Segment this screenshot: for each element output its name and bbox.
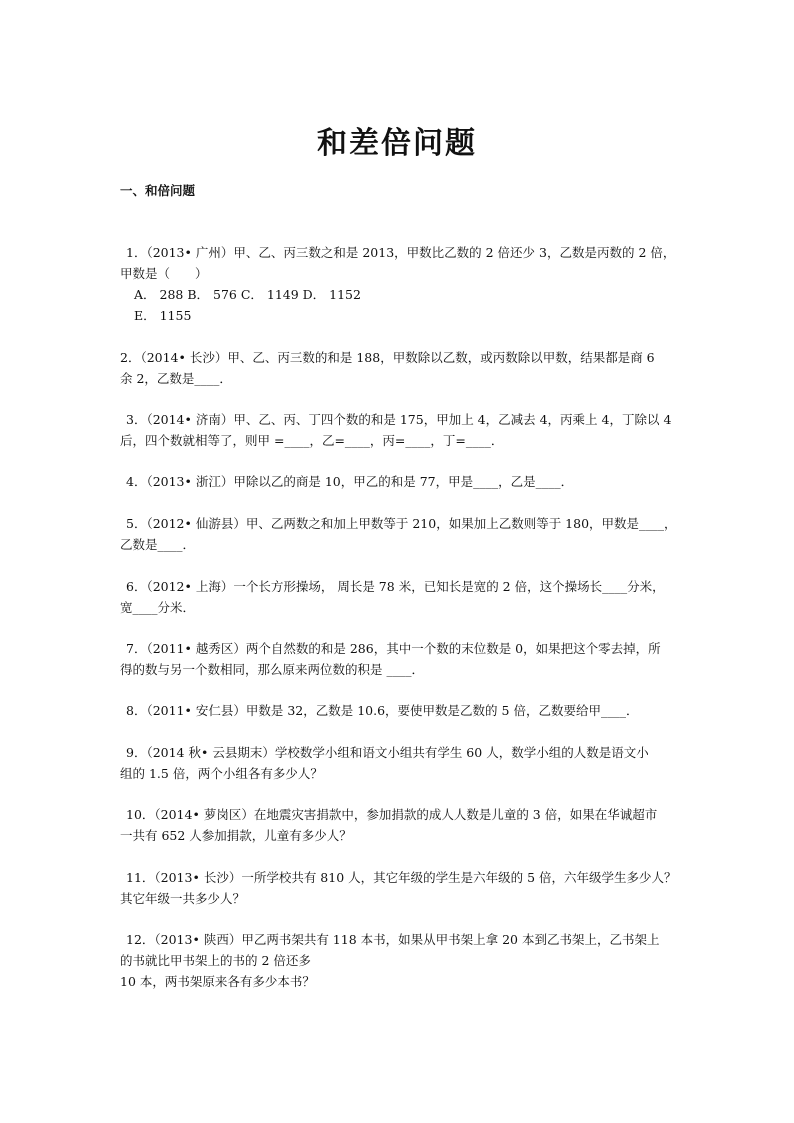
problem-line: 余 2，乙数是____．	[120, 371, 232, 386]
problem-line: 一共有 652 人参加捐款，儿童有多少人？	[120, 828, 352, 843]
answer-options: E． 1155	[134, 308, 192, 323]
problem-line: 4．（2013• 浙江）甲除以乙的商是 10，甲乙的和是 77，甲是____，乙是____．	[126, 474, 574, 489]
problem-line: 7．（2011• 越秀区）两个自然数的和是 286，其中一个数的末位数是 0，如果把这个零去掉，所	[126, 641, 661, 656]
page-title: 和差倍问题	[317, 126, 477, 161]
section-heading: 一、和倍问题	[120, 183, 196, 198]
problem-line: 10 本，两书架原来各有多少本书？	[120, 974, 315, 989]
problem-line: 5．（2012• 仙游县）甲、乙两数之和加上甲数等于 210，如果加上乙数则等于 180，甲数是____，	[126, 516, 677, 531]
answer-options: A． 288 B． 576 C． 1149 D． 1152	[134, 287, 361, 302]
problem-line: 后，四个数就相等了，则甲 =____，乙=____，丙=____，丁=____．	[120, 433, 504, 448]
problem-line: 得的数与另一个数相同，那么原来两位数的积是 ____．	[120, 662, 424, 677]
problem-line: 10．（2014• 萝岗区）在地震灾害捐款中，参加捐款的成人人数是儿童的 3 倍，如果在华诚超市	[126, 807, 658, 822]
problem-line: 8．（2011• 安仁县）甲数是 32，乙数是 10.6，要使甲数是乙数的 5 倍，乙数要给甲____．	[126, 703, 639, 718]
problem-line: 12．（2013• 陕西）甲乙两书架共有 118 本书，如果从甲书架上拿 20 本到乙书架上，乙书架上	[126, 932, 660, 947]
problem-line: 3．（2014• 济南）甲、乙、丙、丁四个数的和是 175，甲加上 4，乙减去 4，丙乘上 4，丁除以 4	[126, 412, 672, 427]
problem-line: 宽____分米．	[120, 600, 196, 615]
problem-line: 2．（2014• 长沙）甲、乙、丙三数的和是 188，甲数除以乙数，或丙数除以甲数，结果都是商 6	[120, 350, 655, 365]
problem-line: 1．（2013• 广州）甲、乙、丙三数之和是 2013，甲数比乙数的 2 倍还少 3，乙数是丙数的 2 倍，	[126, 245, 676, 260]
problem-line: 乙数是____．	[120, 537, 196, 552]
problem-line: 组的 1.5 倍，两个小组各有多少人？	[120, 766, 323, 781]
problem-line: 甲数是（ ）	[120, 266, 208, 281]
problem-line: 其它年级一共多少人？	[120, 891, 246, 906]
problem-line: 9．（2014 秋• 云县期末）学校数学小组和语文小组共有学生 60 人，数学小组的人数是语文小	[126, 745, 649, 760]
problem-line: 11．（2013• 长沙）一所学校共有 810 人，其它年级的学生是六年级的 5 倍，六年级学生多少人？	[126, 870, 677, 885]
problem-line: 6．（2012• 上海）一个长方形操场， 周长是 78 米，已知长是宽的 2 倍，这个操场长____分米，	[126, 579, 665, 594]
problem-line: 的书就比甲书架上的书的 2 倍还多	[120, 953, 311, 968]
